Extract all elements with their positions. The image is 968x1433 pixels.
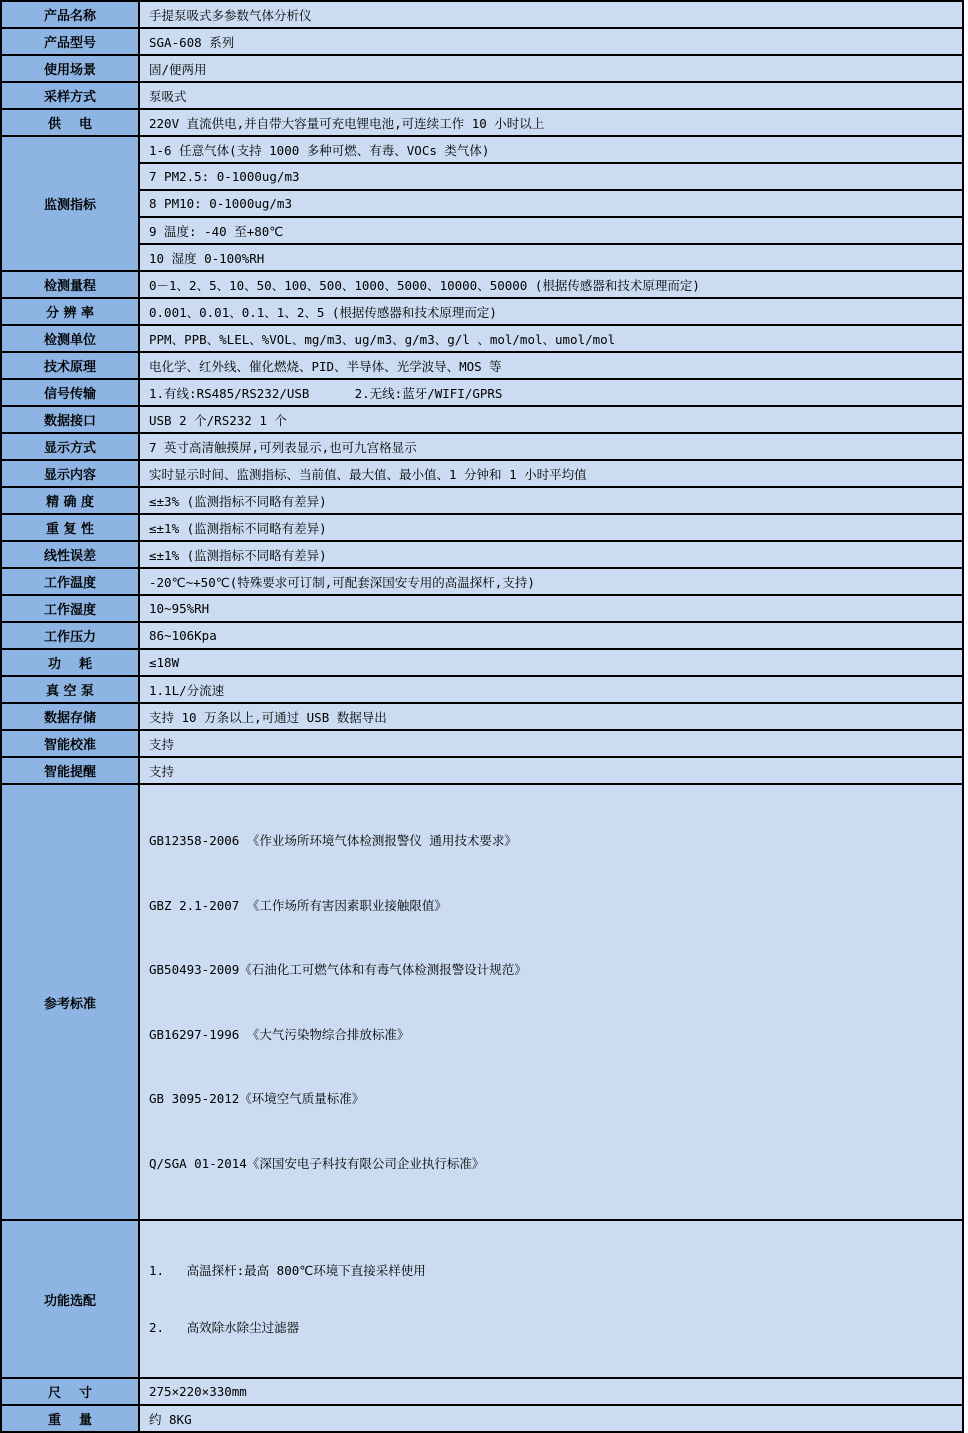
standard-line-4: GB16297-1996 《大气污染物综合排放标准》 [149, 1026, 410, 1042]
spec-label-detection-unit: 检测单位 [1, 325, 139, 352]
spec-value-accuracy: ≤±3% (监测指标不同略有差异) [139, 487, 963, 514]
row-dimensions [1, 1378, 963, 1405]
spec-label-vacuum-pump: 真 空 泵 [1, 676, 139, 703]
row-weight [1, 1405, 963, 1432]
spec-label-monitoring-indicators: 监测指标 [1, 136, 139, 271]
spec-value-signal-transmission: 1.有线:RS485/RS232/USB 2.无线:蓝牙/WIFI/GPRS [139, 379, 963, 406]
spec-label-working-pressure: 工作压力 [1, 622, 139, 649]
row-working-humidity [1, 595, 963, 622]
spec-value-weight: 约 8KG [139, 1405, 963, 1432]
spec-label-detection-range: 检测量程 [1, 271, 139, 298]
row-data-interface [1, 406, 963, 433]
row-product-model [1, 28, 963, 55]
spec-label-weight: 重 量 [1, 1405, 139, 1432]
spec-value-monitoring-4: 9 温度: -40 至+80℃ [139, 217, 963, 244]
spec-value-monitoring-1: 1-6 任意气体(支持 1000 多种可燃、有毒、VOCs 类气体) [139, 136, 963, 163]
standard-line-3: GB50493-2009《石油化工可燃气体和有毒气体检测报警设计规范》 [149, 962, 527, 977]
row-usage-scenario [1, 55, 963, 82]
spec-value-repeatability: ≤±1% (监测指标不同略有差异) [139, 514, 963, 541]
spec-value-reference-standards [139, 784, 963, 1220]
spec-value-usage-scenario: 固/便两用 [139, 55, 963, 82]
spec-label-product-name: 产品名称 [1, 1, 139, 28]
spec-value-power-supply: 220V 直流供电,并自带大容量可充电锂电池,可连续工作 10 小时以上 [139, 109, 963, 136]
spec-value-product-name: 手提泵吸式多参数气体分析仪 [139, 1, 963, 28]
spec-value-product-model: SGA-608 系列 [139, 28, 963, 55]
spec-label-display-content: 显示内容 [1, 460, 139, 487]
spec-label-data-interface: 数据接口 [1, 406, 139, 433]
row-monitoring-pm10 [1, 190, 963, 217]
spec-value-detection-range: 0－1、2、5、10、50、100、500、1000、5000、10000、50000 (根据传感器和技术原理而定) [139, 271, 963, 298]
spec-value-monitoring-2: 7 PM2.5: 0-1000ug/m3 [139, 163, 963, 190]
row-monitoring-pm25 [1, 163, 963, 190]
row-vacuum-pump [1, 676, 963, 703]
spec-label-reference-standards: 参考标准 [1, 784, 139, 1220]
spec-value-working-humidity: 10~95%RH [139, 595, 963, 622]
spec-value-smart-calibration: 支持 [139, 730, 963, 757]
row-monitoring-temperature [1, 217, 963, 244]
spec-label-repeatability: 重 复 性 [1, 514, 139, 541]
spec-value-smart-reminder: 支持 [139, 757, 963, 784]
spec-label-data-storage: 数据存储 [1, 703, 139, 730]
row-repeatability [1, 514, 963, 541]
row-power-supply [1, 109, 963, 136]
row-detection-range [1, 271, 963, 298]
spec-label-power-consumption: 功 耗 [1, 649, 139, 676]
spec-label-linearity-error: 线性误差 [1, 541, 139, 568]
spec-value-working-temperature: -20℃~+50℃(特殊要求可订制,可配套深国安专用的高温探杆,支持) [139, 568, 963, 595]
spec-value-optional-features [139, 1220, 963, 1378]
spec-label-product-model: 产品型号 [1, 28, 139, 55]
row-power-consumption [1, 649, 963, 676]
row-accuracy [1, 487, 963, 514]
row-data-storage [1, 703, 963, 730]
spec-value-detection-unit: PPM、PPB、%LEL、%VOL、mg/m3、ug/m3、g/m3、g/l 、mol/mol、umol/mol [139, 325, 963, 352]
row-monitoring-humidity [1, 244, 963, 271]
spec-label-optional-features: 功能选配 [1, 1220, 139, 1378]
row-optional-features [1, 1220, 963, 1378]
standard-line-5: GB 3095-2012《环境空气质量标准》 [149, 1091, 365, 1106]
spec-value-display-mode: 7 英寸高清触摸屏,可列表显示,也可九宫格显示 [139, 433, 963, 460]
row-smart-calibration [1, 730, 963, 757]
spec-label-sampling-method: 采样方式 [1, 82, 139, 109]
spec-value-dimensions: 275×220×330mm [139, 1378, 963, 1405]
spec-label-power-supply: 供 电 [1, 109, 139, 136]
row-monitoring-indicators [1, 136, 963, 163]
spec-value-display-content: 实时显示时间、监测指标、当前值、最大值、最小值、1 分钟和 1 小时平均值 [139, 460, 963, 487]
spec-label-accuracy: 精 确 度 [1, 487, 139, 514]
row-sampling-method [1, 82, 963, 109]
spec-label-technical-principle: 技术原理 [1, 352, 139, 379]
spec-value-technical-principle: 电化学、红外线、催化燃烧、PID、半导体、光学波导、MOS 等 [139, 352, 963, 379]
spec-value-sampling-method: 泵吸式 [139, 82, 963, 109]
row-product-name [1, 1, 963, 28]
spec-label-usage-scenario: 使用场景 [1, 55, 139, 82]
row-working-pressure [1, 622, 963, 649]
spec-label-smart-calibration: 智能校准 [1, 730, 139, 757]
row-display-mode [1, 433, 963, 460]
spec-value-resolution: 0.001、0.01、0.1、1、2、5 (根据传感器和技术原理而定) [139, 298, 963, 325]
standard-line-6: Q/SGA 01-2014《深国安电子科技有限公司企业执行标准》 [149, 1155, 485, 1171]
spec-value-power-consumption: ≤18W [139, 649, 963, 676]
row-resolution [1, 298, 963, 325]
spec-label-signal-transmission: 信号传输 [1, 379, 139, 406]
standard-line-2: GBZ 2.1-2007 《工作场所有害因素职业接触限值》 [149, 897, 447, 913]
spec-value-linearity-error: ≤±1% (监测指标不同略有差异) [139, 541, 963, 568]
spec-label-working-humidity: 工作湿度 [1, 595, 139, 622]
row-display-content [1, 460, 963, 487]
row-linearity-error [1, 541, 963, 568]
standard-line-1: GB12358-2006 《作业场所环境气体检测报警仪 通用技术要求》 [149, 833, 517, 848]
spec-label-working-temperature: 工作温度 [1, 568, 139, 595]
spec-label-dimensions: 尺 寸 [1, 1378, 139, 1405]
spec-value-vacuum-pump: 1.1L/分流速 [139, 676, 963, 703]
spec-label-display-mode: 显示方式 [1, 433, 139, 460]
row-reference-standards [1, 784, 963, 1220]
spec-label-resolution: 分 辨 率 [1, 298, 139, 325]
row-detection-unit [1, 325, 963, 352]
spec-value-working-pressure: 86~106Kpa [139, 622, 963, 649]
option-line-2: 2. 高效除水除尘过滤器 [149, 1320, 300, 1335]
spec-value-data-interface: USB 2 个/RS232 1 个 [139, 406, 963, 433]
row-working-temperature [1, 568, 963, 595]
row-smart-reminder [1, 757, 963, 784]
spec-value-data-storage: 支持 10 万条以上,可通过 USB 数据导出 [139, 703, 963, 730]
row-signal-transmission [1, 379, 963, 406]
row-technical-principle [1, 352, 963, 379]
spec-value-monitoring-5: 10 湿度 0-100%RH [139, 244, 963, 271]
option-line-1: 1. 高温探杆:最高 800℃环境下直接采样使用 [149, 1263, 426, 1278]
spec-label-smart-reminder: 智能提醒 [1, 757, 139, 784]
spec-value-monitoring-3: 8 PM10: 0-1000ug/m3 [139, 190, 963, 217]
